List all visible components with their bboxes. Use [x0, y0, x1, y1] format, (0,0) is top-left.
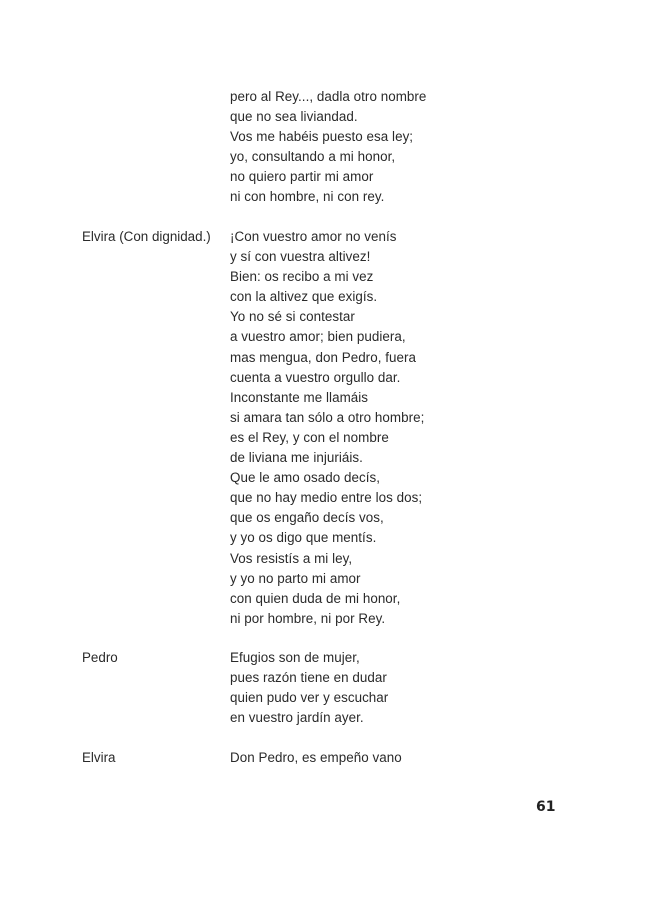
- verse-line: que os engaño decís vos,: [230, 510, 384, 526]
- verse-line: ni con hombre, ni con rey.: [230, 189, 385, 205]
- verse-line: y yo os digo que mentís.: [230, 530, 377, 546]
- verse-line: que no hay medio entre los dos;: [230, 490, 423, 506]
- speaker-name: Elvira (Con dignidad.): [82, 229, 211, 244]
- verse-line: yo, consultando a mi honor,: [230, 149, 396, 165]
- verse-lines: [230, 748, 402, 768]
- verse-line: y sí con vuestra altivez!: [230, 249, 371, 265]
- verse-line: Don Pedro, es empeño vano: [230, 750, 402, 765]
- verse-line: con quien duda de mi honor,: [230, 590, 401, 606]
- verse-line: de liviana me injuriáis.: [230, 450, 363, 466]
- verse-line: cuenta a vuestro orgullo dar.: [230, 369, 401, 385]
- verse-line: a vuestro amor; bien pudiera,: [230, 329, 406, 345]
- verse-line: mas mengua, don Pedro, fuera: [230, 349, 417, 365]
- speaker-name: Pedro: [82, 650, 118, 665]
- verse-lines: [230, 227, 424, 629]
- verse-line: es el Rey, y con el nombre: [230, 429, 389, 445]
- verse-line: con la altivez que exigís.: [230, 289, 378, 305]
- verse-line: y yo no parto mi amor: [230, 570, 361, 586]
- verse-lines: [230, 648, 388, 728]
- verse-line: en vuestro jardín ayer.: [230, 710, 364, 726]
- verse-line: Inconstante me llamáis: [230, 389, 369, 405]
- verse-line: pero al Rey..., dadla otro nombre: [230, 89, 427, 104]
- verse-line: Bien: os recibo a mi vez: [230, 269, 374, 285]
- verse-line: ni por hombre, ni por Rey.: [230, 610, 386, 626]
- verse-line: pues razón tiene en dudar: [230, 670, 387, 686]
- verse-line: Que le amo osado decís,: [230, 470, 381, 486]
- speaker-name: Elvira: [82, 750, 116, 765]
- verse-line: quien pudo ver y escuchar: [230, 690, 389, 706]
- verse-line: Yo no sé si contestar: [230, 309, 355, 325]
- verse-line: que no sea liviandad.: [230, 109, 358, 125]
- verse-line: si amara tan sólo a otro hombre;: [230, 409, 425, 425]
- verse-line: ¡Con vuestro amor no venís: [230, 229, 397, 244]
- verse-line: no quiero partir mi amor: [230, 169, 374, 185]
- verse-line: Efugios son de mujer,: [230, 650, 360, 665]
- verse-lines: [230, 87, 426, 208]
- verse-line: Vos me habéis puesto esa ley;: [230, 129, 414, 145]
- verse-line: Vos resistís a mi ley,: [230, 550, 353, 566]
- page-number: 61: [536, 799, 556, 815]
